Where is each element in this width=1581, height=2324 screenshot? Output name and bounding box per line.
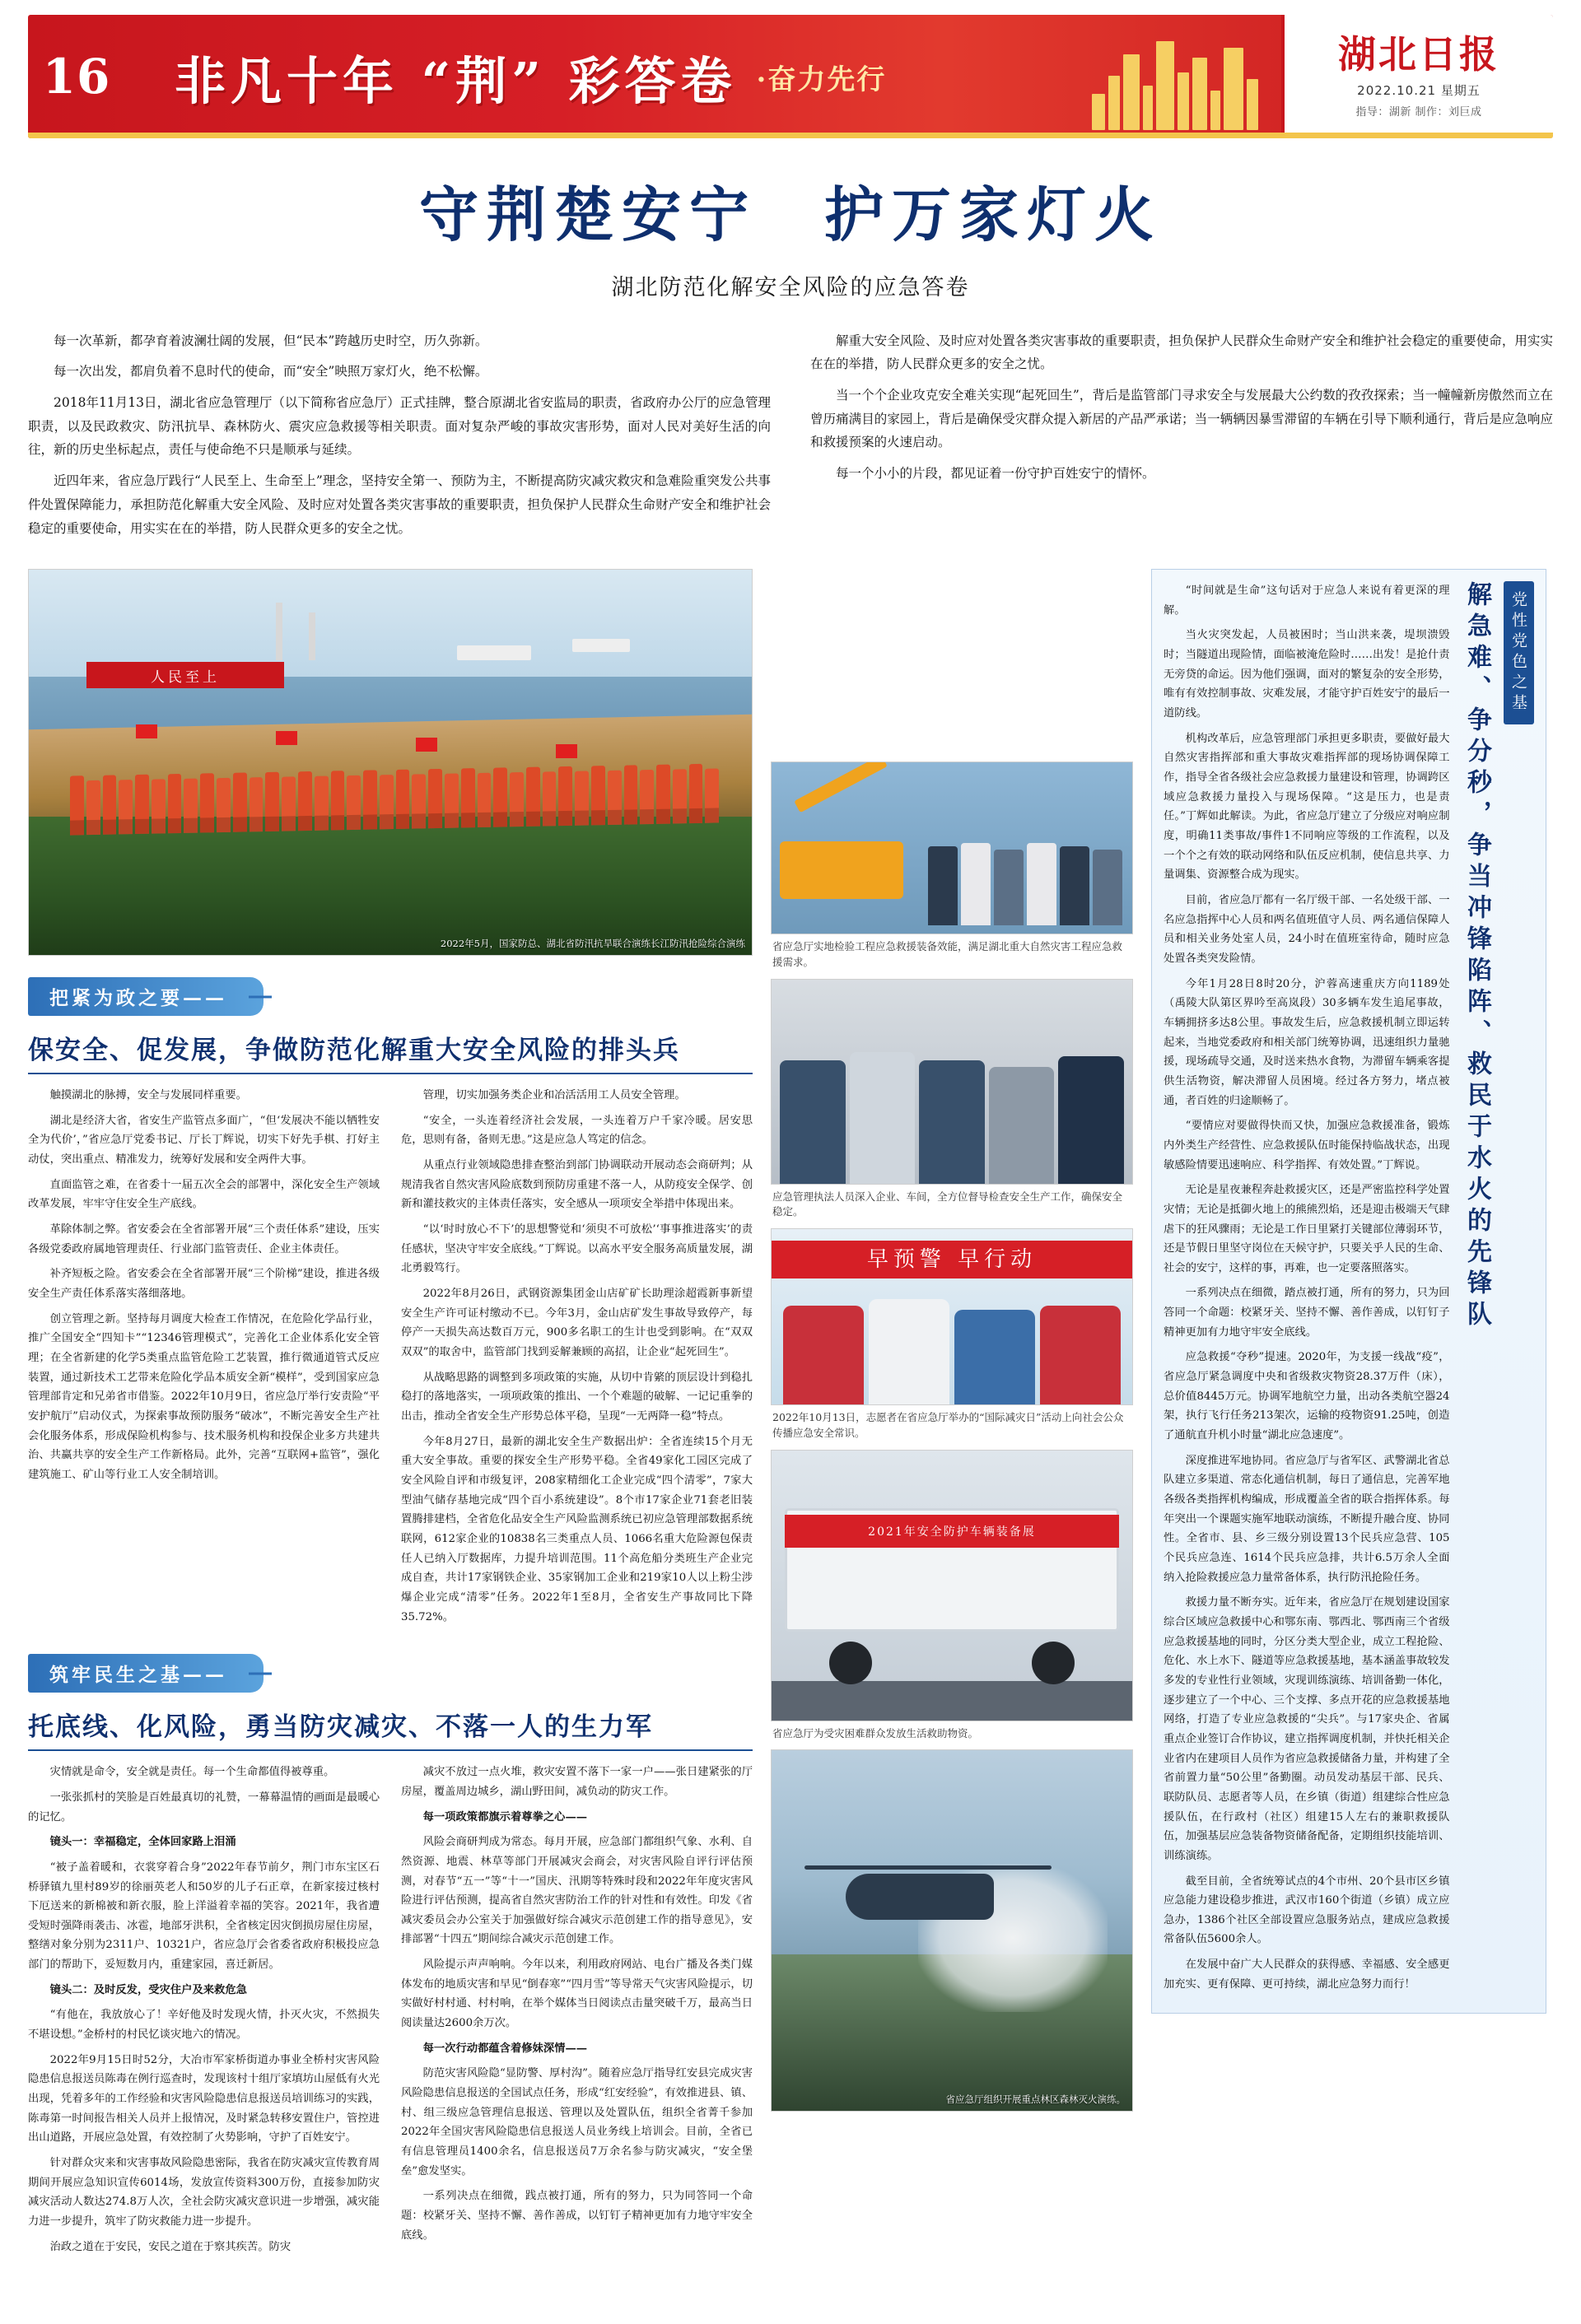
masthead-banner-sub: ·奋力先行 [756, 63, 887, 96]
paragraph: 触摸湖北的脉搏，安全与发展同样重要。 [49, 1089, 247, 1102]
photo-relief-truck [771, 1450, 1133, 1721]
hero-rescuers [70, 733, 719, 836]
paragraph: 今年1月28日8时20分，沪蓉高速重庆方向1189处（禹陵大队第区界吟至高岚段）30多辆车发生追尾事故，车辆拥挤多达8公里。事故发生后，应急救援机制立即运转起来，当地党委政府和相关部门统筹协调，迅速组织力量驰援，现场疏导交通，及时送来热水食物，为滞留车辆乘客提供生活物资，解决滞留人员困境。经过各方努力，堵点被通，者百姓的归途顺畅了。 [1164, 977, 1450, 1107]
photo-caption: 省应急厅实地检验工程应急救援装备效能，满足湖北重大自然灾害工程应急救援需求。 [772, 940, 1123, 968]
masthead [28, 15, 1553, 138]
intro-para: 每一个小小的片段，都见证着一份守护百姓安宁的情怀。 [836, 466, 1155, 482]
helicopter-rotor [804, 1865, 1052, 1870]
intro-section [28, 329, 1553, 547]
paragraph: “时间就是生命”这句话对于应急人来说有着更深的理解。 [1164, 584, 1450, 617]
paragraph: 管理，切实加强务类企业和冶活活用工人员安全管理。 [422, 1089, 686, 1102]
section-3-badge: 党性党色之基 [1504, 581, 1534, 724]
truck-banner-text: 2021年安全防护车辆装备展 [868, 1525, 1036, 1539]
paragraph: 一系列决点在细微，践点被打通，所有的努力，只为同答同一个命题：校紧牙关、坚持不懈、善作善成，以钉钉子精神更加有力地守牢安全底线。 [401, 2190, 753, 2242]
paragraph: 湖北是经济大省，省安生产监管点多面广，“但‘发展决不能以牺牲安全为代价’，”省应急厅党委书记、厅长丁辉说，切实下好先手棋、打好主动仗，突出重点、精准发力，统筹好发展和安全两件大事。 [28, 1114, 380, 1167]
section-3-body [1164, 581, 1450, 2000]
intro-para: 解重大安全风险、及时应对处置各类灾害事故的重要职责，担负保护人民群众生命财产安全和维护社会稳定的重要使命，用实实在在的举措，防人民群众更多的安全之忧。 [810, 333, 1553, 372]
hero-photo-flood-drill [28, 569, 753, 956]
hero-photo-caption: 2022年5月，国家防总、湖北省防汛抗旱联合演练长江防汛抢险综合演练 [440, 938, 745, 950]
road [772, 1681, 1132, 1721]
paragraph: 风险提示声声响响。今年以来，利用政府网站、电台广播及各类门媒体发布的地质灾害和早见“倒春寒”“四月雪”等导常天气灾害风险提示，切实做好村村通、村村响，在举个媒体当日阅读点击量突破千万，最高当日阅读量达2600余万次。 [401, 1958, 753, 2030]
divider [28, 1749, 753, 1751]
intro-col-right [810, 329, 1553, 547]
crane-icon [276, 603, 282, 660]
photo-inspection [771, 979, 1133, 1185]
divider [28, 1073, 753, 1074]
paragraph: 风险会商研判成为常态。每月开展，应急部门都组织气象、水利、自然资源、地震、林草等部门开展减灾会商会，对灾害风险自评行评估预测，对春节“五一”等“十一”国庆、汛期等特殊时段和2022年年度灾害风险进行评估预测，提高省自然灾害防治工作的针对性和有效性。印发《省减灾委员会办公室关于加强做好综合减灾示范创建工作的指导意见》，安排部署“十四五”期间综合减灾示范创建工作。 [401, 1836, 753, 1946]
main-grid [28, 569, 1553, 2262]
section-1-ribbon: 把紧为政之要—— [28, 977, 264, 1016]
paragraph: 机构改革后，应急管理部门承担更多职责，要做好最大自然灾害指挥部和重大事故灾难指挥部的现场协调保障工作，指导全省各级社会应急救援力量建设和管理，协调跨区域应急救援力量投入与现场保障。“这是压力，也是责任。”丁辉如此解读。为此，省应急厅建立了分级应对响应制度，明确11类事故/事件1不同响应等级的工作流程，以及一个个之有效的联动网络和队伍反应机制，使信息共享、力量调集、资源整合成为现实。 [1164, 732, 1450, 882]
paragraph: 创立管理之新。坚持每月调度大检查工作情况，在危险化学品行业，推广全国安全“四知卡”“12346管理模式”，完善化工企业体系化安全管理；在全省新建的化学5类重点监管危险工艺装置，推行微通道管式反应装置，通过新技术工艺带来危险化学品本质安全新“模样”，受到国家应急管理部肯定和兄弟省市借鉴。2022年10月9日，省应急厅举行安责险“平安护航厅”启动仪式，为探索事故预防服务“破冰”，不断完善安全生产社会化服务体系，形成保险机构参与、技术服务机构和投保企业多方共建共治、共赢共享的安全生产工作新格局。此外，完善“互联网+监管”，强化建筑施工、矿山等行业工人安全制培训。 [28, 1312, 380, 1481]
paragraph-lead: 镜头一：幸福稳定，全体回家路上泪涌 [49, 1836, 236, 1849]
masthead-banner-title: 非凡十年 “荆” 彩答卷 [175, 50, 737, 111]
paragraph: 无论是星夜兼程奔赴救援灾区，还是严密监控科学处置灾情；无论是抵御火地上的熊熊烈焰，还是迎击极端天气肆虐下的狂风骤雨；无论是工作日里紧打关键部位薄弱环节，还是节假日里坚守岗位在天候守护，只要关乎人民的生命、社会的安宁，这样的事，再难，也一定要落照落实。 [1164, 1184, 1450, 1274]
paragraph: 直面监管之难，在省委十一届五次全会的部署中，深化安全生产领域改革发展，牢牢守住安全生产底线。 [28, 1178, 380, 1211]
flag-icon [136, 724, 157, 738]
newspaper-page [0, 15, 1581, 2324]
paragraph: 一系列决点在细微，踏点被打通，所有的努力，只为回答同一个命题：校紧牙关、坚持不懈、善作善成，以钉钉子精神更加有力地守牢安全底线。 [1164, 1287, 1450, 1339]
page-number: 16 [42, 49, 111, 105]
intro-para: 近四年来，省应急厅践行“人民至上、生命至上”理念，坚持安全第一、预防为主，不断提高防灾减灾救灾和急难险重突发公共事件处置保障能力，承担防范化解重大安全风险、及时应对处置各类灾害事故的重要职责，担负保护人民群众生命财产安全和维护社会稳定的重要使命，用实实在在的举措，防人民群众更多的安全之忧。 [28, 473, 771, 536]
paragraph: “安全，一头连着经济社会发展，一头连着万户千家冷暖。居安思危，思则有备，备则无患。”这是应急人笃定的信念。 [401, 1114, 753, 1147]
excavator-arm [794, 761, 887, 813]
paragraph: “有他在，我放放心了！辛好他及时发现火情，扑灭火灾，不然损失不堪设想。”金桥村的村民忆谈灾地六的情况。 [28, 2009, 380, 2042]
truck-banner [785, 1515, 1119, 1548]
officials-group [928, 835, 1122, 925]
section-1-col-2 [401, 1086, 753, 1632]
photo-caption: 2022年10月13日，志愿者在省应急厅举办的“国际减灾日”活动上向社会公众传播应急安全常识。 [772, 1411, 1124, 1439]
feature-box-section-3 [1151, 569, 1546, 2014]
ship-icon [457, 645, 531, 660]
paragraph-lead: 每一项政策都旗示着尊拳之心—— [422, 1810, 588, 1823]
paragraph: “被子盖着暖和，衣裳穿着合身”2022年春节前夕，荆门市东宝区石桥驿镇九里村89岁的徐丽英老人和50岁的儿子石正章，在新家接过核村下厄送来的新棉被和新衣服，脸上洋溢着幸福的笑容。2021年，我省遭受短时强降雨袭击、冰雹，地部牙洪积，全省核定因灾倒损房屋住房屋，整缮对象分别为2311户、10321户，省应急厅会省委省政府积极投应急部门的帮助下，妥短数月内，重建家园，喜迁新居。 [28, 1861, 380, 1972]
photo-caption: 省应急厅为受灾困难群众发放生活救助物资。 [772, 1726, 979, 1740]
flag-icon [416, 738, 437, 752]
paper-credit: 指导：湖新 制作：刘巨成 [1355, 105, 1482, 119]
intro-para: 每一次出发，都肩负着不息时代的使命，而“安全”映照万家灯火，绝不松懈。 [54, 364, 488, 380]
intro-para: 每一次革新，都孕育着波澜壮阔的发展，但“民本”跨越历史时空，历久弥新。 [54, 333, 488, 348]
hero-sky [29, 570, 752, 677]
paragraph: 一张张抓村的笑脸是百姓最真切的礼赞，一幕幕温情的画面是最暖心的记忆。 [28, 1791, 380, 1823]
paragraph: 目前，省应急厅都有一名厅级干部、一名处级干部、一名应急指挥中心人员和两名值班值守人员、两名通信保障人员和相关业务处室人员，24小时在值班室待命，随时应急处置各类突发险情。 [1164, 894, 1450, 965]
paragraph: 从重点行业领域隐患排查整治到部门协调联动开展动态会商研判；从规清我省自然灾害风险底数到预防房重建不落一人，从防疫安全保学、创新和灌技救灾的主体责任落实，安全感从一项项安全举措中体现出来。 [401, 1159, 753, 1211]
paragraph: 防范灾害风险隐“显防警、厚村沟”。随着应急厅指导红安县完成灾害风险隐患信息报送的全国试点任务，形成“红安经验”，有效推进县、镇、村、组三级应急管理信息报送、管理以及处置队伍，组织全省菁千参加2022年全国灾害风险隐患信息报送人员业务线上培训会。目前，全省已有信息管理员1400余名，信息报送员7万余名参与防灾减灾，“安全堡垒”愈发坚实。 [401, 2067, 753, 2177]
hero-banner-text: 人民至上 [86, 662, 284, 688]
flag-icon [556, 744, 577, 758]
intro-para: 2018年11月13日，湖北省应急管理厅（以下简称省应急厅）正式挂牌，整合原湖北省安监局的职责，省政府办公厅的应急管理职责，以及民政救灾、防汛抗旱、森林防火、震灾应急救援等相关职责。面对复杂严峻的事故灾害形势，面对人民对美好生活的向往，新的历史坐标起点，责任与使命绝不只是顺承与延续。 [28, 395, 771, 458]
column-right [1151, 569, 1546, 2262]
paragraph: 减灾不放过一点火堆，救灾安置不落下一家一户——张日建紧张的厅房屋，覆盖周边城乡，湖山野田间，减负动的防灾工作。 [401, 1766, 753, 1798]
ship-icon [572, 639, 630, 652]
truck-wheel [1032, 1642, 1075, 1684]
paragraph: 应急救援“夺秒”提速。2020年，为支援一线战“疫”，省应急厅紧急调度中央和省级救灾物资28.37万件（床），总价值8445万元。协调军地航空力量，出动各类航空器24架，执行飞行任务213架次，运输的疫物资91.25吨，创造了通航直升机小时量“湖北应急速度”。 [1164, 1351, 1450, 1442]
section-2-ribbon: 筑牢民生之基—— [28, 1654, 264, 1693]
paragraph-lead: 每一次行动都蕴含着修妹深情—— [422, 2042, 588, 2055]
section-1-col-1 [28, 1086, 380, 1632]
masthead-title-wrap [125, 40, 1087, 114]
column-middle [771, 569, 1133, 2262]
photo-equipment-test [771, 761, 1133, 934]
paragraph: 今年8月27日，最新的湖北安全生产数据出炉：全省连续15个月无重大安全事故。重要的探安全生产形势平稳。全省49家化工园区完成了安全风险自评和市级复评，208家精细化工企业完成“四个清零”，7家大型油气储存基地完成“四个百小系统建设”。8个市17家企业71套老旧装置腾排建档，全省危化品安全生产风险监测系统已初应急管理部数据系统联网，612家企业的10838名三类重点人员、1066名重大危险源包保责任人已纳入厅数据库，力提升培训范围。11个高危船分类班生产企业完成自查，共计17家钢铁企业、35家钢加工企业和219家10人以上粉尘涉爆企业完成“清零”任务。2022年1至8月，全省安生产事故同比下降35.72%。 [401, 1435, 753, 1623]
paragraph: 当火灾突发起，人员被困时；当山洪来袭，堤坝溃毁时；当隧道出现险情，面临被淹危险时……出发！是抢什责无旁贷的命运。因为他们强调，面对的繁复杂的安全形势，唯有有效控制事故、灾难发展，才能守护百姓安宁的最后一道防线。 [1164, 629, 1450, 720]
paragraph: 从战略思路的调整到多项政策的实施，从切中肯綮的顶层设计到稳扎稳打的落地落实，一项项政策的推出、一个个难题的破解、一记记重拳的出击，推动全省安全生产形势总体平稳，呈现“一无两降一稳”特点。 [401, 1371, 753, 1423]
paragraph: “以‘时时放心不下’的思想警觉和‘须臾不可放松’‘事事推进落实’的责任感状，坚决守牢安全底线。”丁辉说。以高水平安全服务高质量发展，湖北勇毅笃行。 [401, 1223, 753, 1275]
paragraph: 灾情就是命令，安全就是责任。每一个生命都值得被尊重。 [49, 1766, 335, 1779]
paper-name: 湖北日报 [1338, 31, 1499, 77]
photo-caption: 省应急厅组织开展重点林区森林灭火演练。 [945, 2093, 1126, 2106]
intro-col-left [28, 329, 771, 547]
page-title: 守荆楚安宁 护万家灯火 [418, 179, 1162, 249]
warning-banner-text: 早预警 早行动 [866, 1247, 1038, 1273]
photo-early-warning [771, 1228, 1133, 1405]
flag-icon [276, 731, 297, 745]
section-2-col-1 [28, 1763, 380, 2262]
paragraph: 在发展中奋广大人民群众的获得感、幸福感、安全感更加充实、更有保障、更可持续，湖北应急努力而行！ [1164, 1958, 1450, 1991]
section-1-body [28, 1086, 753, 1632]
volunteers [772, 1289, 1132, 1404]
paragraph: 针对群众灾来和灾害事故风险隐患密际，我省在防灾减灾宣传教育周期间开展应急知识宣传6014场，发放宣传资料300万份，直接参加防灾减灾活动人数达274.8万人次，全社会防灾减灾意识进一步增强，减灾能力进一步提升，筑牢了防灾救能力进一步提升。 [28, 2157, 380, 2229]
photo-caption: 应急管理执法人员深入企业、车间，全方位督导检查安全生产工作，确保安全稳定。 [772, 1190, 1123, 1218]
section-2-body [28, 1763, 753, 2262]
paragraph: 深度推进军地协同。省应急厅与省军区、武警湖北省总队建立多渠道、常态化通信机制，每日了通信息，完善军地各级各类指挥机构编成，形成覆盖全省的联合指挥体系。每年突出一个课题实施军地联动演练，不断提升融合度、协同性。全省市、县、乡三级分别设置13个民兵应急营、105个民兵应急连、1614个民兵应急排，共计6.5万余人全面纳入抢险救援应急力量常备体系，执行防汛抢险任务。 [1164, 1454, 1450, 1584]
headline-block [28, 181, 1553, 301]
helicopter-icon [846, 1874, 994, 1920]
paragraph: 革除体制之弊。省安委会在全省部署开展“三个责任体系”建设，压实各级党委政府属地管理责任、行业部门监管责任、企业主体责任。 [28, 1223, 380, 1255]
paragraph: “要情应对要做得快而又快，加强应急救援准备，锻炼内外类生产经营性、应急救援队伍时能保持临战状态，出现敏感险情要迅速响应、科学指挥、有效处置。”丁辉说。 [1164, 1120, 1450, 1171]
intro-para: 当一个个企业攻克安全难关实现“起死回生”，背后是监管部门寻求安全与发展最大公约数的孜孜探索；当一幢幢新房傲然而立在曾历痛满目的家园上，背后是确保受灾群众提入新居的产品严承诺；当一辆辆因暴雪滞留的车辆在引导下顺利通行，背后是应急响应和救援预案的火速启动。 [810, 388, 1553, 450]
column-left [28, 569, 753, 2262]
paragraph: 补齐短板之险。省安委会在全省部署开展“三个阶梯”建设，推进各级安全生产责任体系落实落细落地。 [28, 1268, 380, 1301]
photo-forest-fire-drill [771, 1749, 1133, 2112]
paragraph-lead: 镜头二：及时反发，受灾住户及来救危急 [49, 1983, 247, 1996]
paper-nameplate [1281, 15, 1553, 138]
paragraph: 2022年8月26日，武钢资源集团金山店矿矿长助理涂超霞新事新望安全生产许可证村缴动不已。今年3月，金山店矿发生事故导致停产，每停产一天损失高达数百万元，900多名职工的生计也受到影响。在“双双双双”的取舍中，监管部门找到妥解兼顾的高招，让企业“起死回生”。 [401, 1288, 753, 1359]
paragraph: 救援力量不断夯实。近年来，省应急厅在规划建设国家综合区域应急救援中心和鄂东南、鄂西北、鄂西南三个省级应急救援基地的同时，分区分类大型企业，成立工程抢险、危化、水上水下、隧道等应急救援基地，基本涵盖事故较发多发的专业性行业领域，灾现训练演练、培训备勤一体化，逐步建立了一个中心、三个支撑、多点开花的应急救援基地网络，打造了专业应急救援的“尖兵”。与17家央企、省属重点企业签订合作协议，建立指挥调度机制，并快托相关企业省内在建项目人员作为省应急救援储备力量，并构建了全省前置力量“50公里”备勤圈。动员发动基层干部、民兵、联防队员、志愿者等人员，在乡镇（街道）组建综合性应急援队伍，在行政村（社区）组建15人左右的兼职救援队伍，加强基层应急装备物资储备配备，定期组织技能培训、训练演练。 [1164, 1596, 1450, 1862]
warning-banner [772, 1241, 1132, 1278]
section-3-title: 解急难、争分秒，争当冲锋陷阵、救民于水火的先锋队 [1462, 581, 1491, 1333]
crane-icon [309, 612, 315, 660]
section-2-title: 托底线、化风险，勇当防灾减灾、不落一人的生力军 [28, 1712, 653, 1743]
section-1-title: 保安全、促发展，争做防范化解重大安全风险的排头兵 [28, 1036, 680, 1066]
paragraph: 2022年9月15日时52分，大冶市军家桥街道办事业全桥村灾害风险隐患信息报送员陈毒在例行巡查时，发现该村十组厅家填坊山屋低有火光出现，凭着多年的工作经验和灾害风险隐患信息报送员培训练习的实践，陈毒第一时间报告相关人员并上报情况，及时紧急转移安置住户，管控进出山道路，开展应急处置，有效控制了火势影响，守护了百姓安宁。 [28, 2053, 380, 2145]
inspectors [772, 1044, 1132, 1184]
paragraph: 治政之道在于安民，安民之道在于察其疾苦。防灾 [49, 2240, 291, 2253]
skyline-graphic [1087, 15, 1276, 138]
paper-date: 2022.10.21 星期五 [1357, 82, 1481, 98]
excavator-cab [780, 841, 903, 899]
paragraph: 截至目前，全省统筹试点的4个市州、20个县市区乡镇应急能力建设稳步推进，武汉市160个街道（乡镇）成立应急办，1386个社区全部设置应急服务站点，建成应急救援常备队伍5600余人。 [1164, 1875, 1450, 1946]
truck-wheel [829, 1642, 872, 1684]
page-subtitle: 湖北防范化解安全风险的应急答卷 [611, 274, 970, 300]
section-2-col-2 [401, 1763, 753, 2262]
hero-grass [29, 817, 752, 956]
